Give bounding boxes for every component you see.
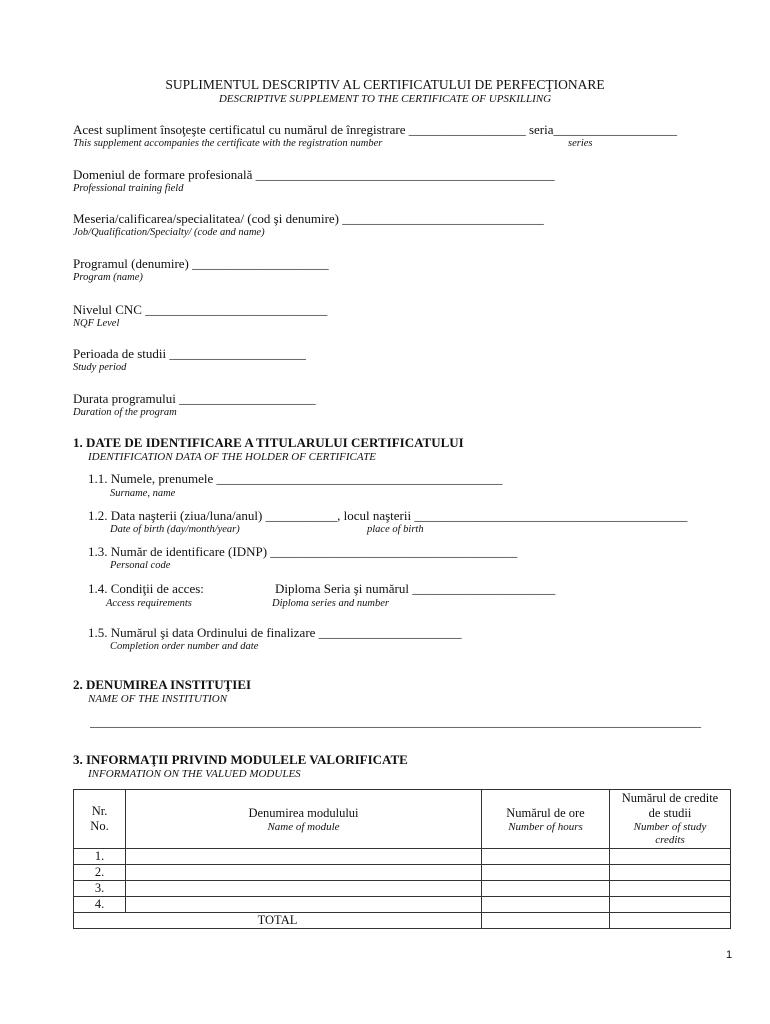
registration-label-en: This supplement accompanies the certificate with the registration number	[73, 138, 383, 149]
study-period-label-en: Study period	[73, 362, 127, 373]
birth-field: 1.2. Data naşterii (ziua/luna/anul) ___________, locul naşterii __________________________________________	[88, 508, 688, 523]
diploma-field: Diploma Seria şi numărul ______________________	[275, 581, 556, 596]
table-row	[74, 849, 731, 865]
section1-subheading: IDENTIFICATION DATA OF THE HOLDER OF CERTIFICATE	[88, 451, 377, 463]
page-number: 1	[726, 949, 733, 961]
header-nr: Nr. No.	[74, 790, 126, 849]
total-credits-cell[interactable]	[610, 913, 731, 929]
birth-place-label-en: place of birth	[367, 524, 424, 535]
institution-name-line: ______________________________________________________________________________________________	[90, 714, 701, 729]
module-name-cell[interactable]	[126, 849, 482, 865]
modules-table-header	[74, 790, 731, 849]
row-number: 2.	[74, 865, 126, 881]
occupation-label-en: Job/Qualification/Specialty/ (code and name)	[73, 227, 265, 238]
modules-table	[73, 789, 731, 929]
occupation-field: Meseria/calificarea/specialitatea/ (cod şi denumire) _______________________________	[73, 211, 544, 226]
document-title: SUPLIMENTUL DESCRIPTIV AL CERTIFICATULUI DE PERFECŢIONARE	[165, 77, 605, 92]
module-name-cell[interactable]	[126, 897, 482, 913]
duration-label-en: Duration of the program	[73, 407, 177, 418]
total-label: TOTAL	[74, 913, 482, 929]
hours-cell[interactable]	[482, 897, 610, 913]
diploma-label-en: Diploma series and number	[272, 598, 389, 609]
training-field-label-en: Professional training field	[73, 183, 184, 194]
training-field: Domeniul de formare profesională ______________________________________________	[73, 167, 555, 182]
header-credits: Numărul de credite de studii Number of study credits	[610, 790, 731, 849]
access-field: 1.4. Condiţii de acces:	[88, 581, 204, 596]
credits-cell[interactable]	[610, 897, 731, 913]
document-subtitle: DESCRIPTIVE SUPPLEMENT TO THE CERTIFICATE OF UPSKILLING	[218, 93, 552, 105]
section3-subheading: INFORMATION ON THE VALUED MODULES	[88, 768, 301, 780]
study-period-field: Perioada de studii _____________________	[73, 346, 306, 361]
section2-heading: 2. DENUMIREA INSTITUŢIEI	[73, 677, 252, 692]
holder-name-label-en: Surname, name	[110, 488, 176, 499]
table-row	[74, 897, 731, 913]
access-label-en: Access requirements	[106, 598, 192, 609]
holder-name-field: 1.1. Numele, prenumele ____________________________________________	[88, 471, 503, 486]
section3-heading: 3. INFORMAŢII PRIVIND MODULELE VALORIFICATE	[73, 752, 408, 767]
row-number: 1.	[74, 849, 126, 865]
table-row	[74, 865, 731, 881]
credits-cell[interactable]	[610, 865, 731, 881]
table-row	[74, 881, 731, 897]
birth-date-label-en: Date of birth (day/month/year)	[110, 524, 240, 535]
section1-heading: 1. DATE DE IDENTIFICARE A TITULARULUI CERTIFICATULUI	[73, 435, 464, 450]
row-number: 3.	[74, 881, 126, 897]
module-name-cell[interactable]	[126, 881, 482, 897]
nqf-label-en: NQF Level	[73, 318, 120, 329]
hours-cell[interactable]	[482, 881, 610, 897]
table-total-row	[74, 913, 731, 929]
idnp-label-en: Personal code	[110, 560, 171, 571]
series-label-en: series	[568, 138, 593, 149]
row-number: 4.	[74, 897, 126, 913]
credits-cell[interactable]	[610, 881, 731, 897]
hours-cell[interactable]	[482, 849, 610, 865]
section2-subheading: NAME OF THE INSTITUTION	[88, 693, 228, 705]
registration-field: Acest supliment însoţeşte certificatul cu numărul de înregistrare __________________ seria___________________	[73, 122, 678, 137]
header-hours: Numărul de ore Number of hours	[482, 790, 610, 849]
total-hours-cell[interactable]	[482, 913, 610, 929]
idnp-field: 1.3. Număr de identificare (IDNP) ______________________________________	[88, 544, 518, 559]
hours-cell[interactable]	[482, 865, 610, 881]
completion-order-field: 1.5. Numărul şi data Ordinului de finalizare ______________________	[88, 625, 462, 640]
duration-field: Durata programului _____________________	[73, 391, 316, 406]
completion-order-label-en: Completion order number and date	[110, 641, 259, 652]
nqf-field: Nivelul CNC ____________________________	[73, 302, 328, 317]
module-name-cell[interactable]	[126, 865, 482, 881]
header-module: Denumirea modulului Name of module	[126, 790, 482, 849]
program-label-en: Program (name)	[73, 272, 143, 283]
program-field: Programul (denumire) _____________________	[73, 256, 329, 271]
credits-cell[interactable]	[610, 849, 731, 865]
